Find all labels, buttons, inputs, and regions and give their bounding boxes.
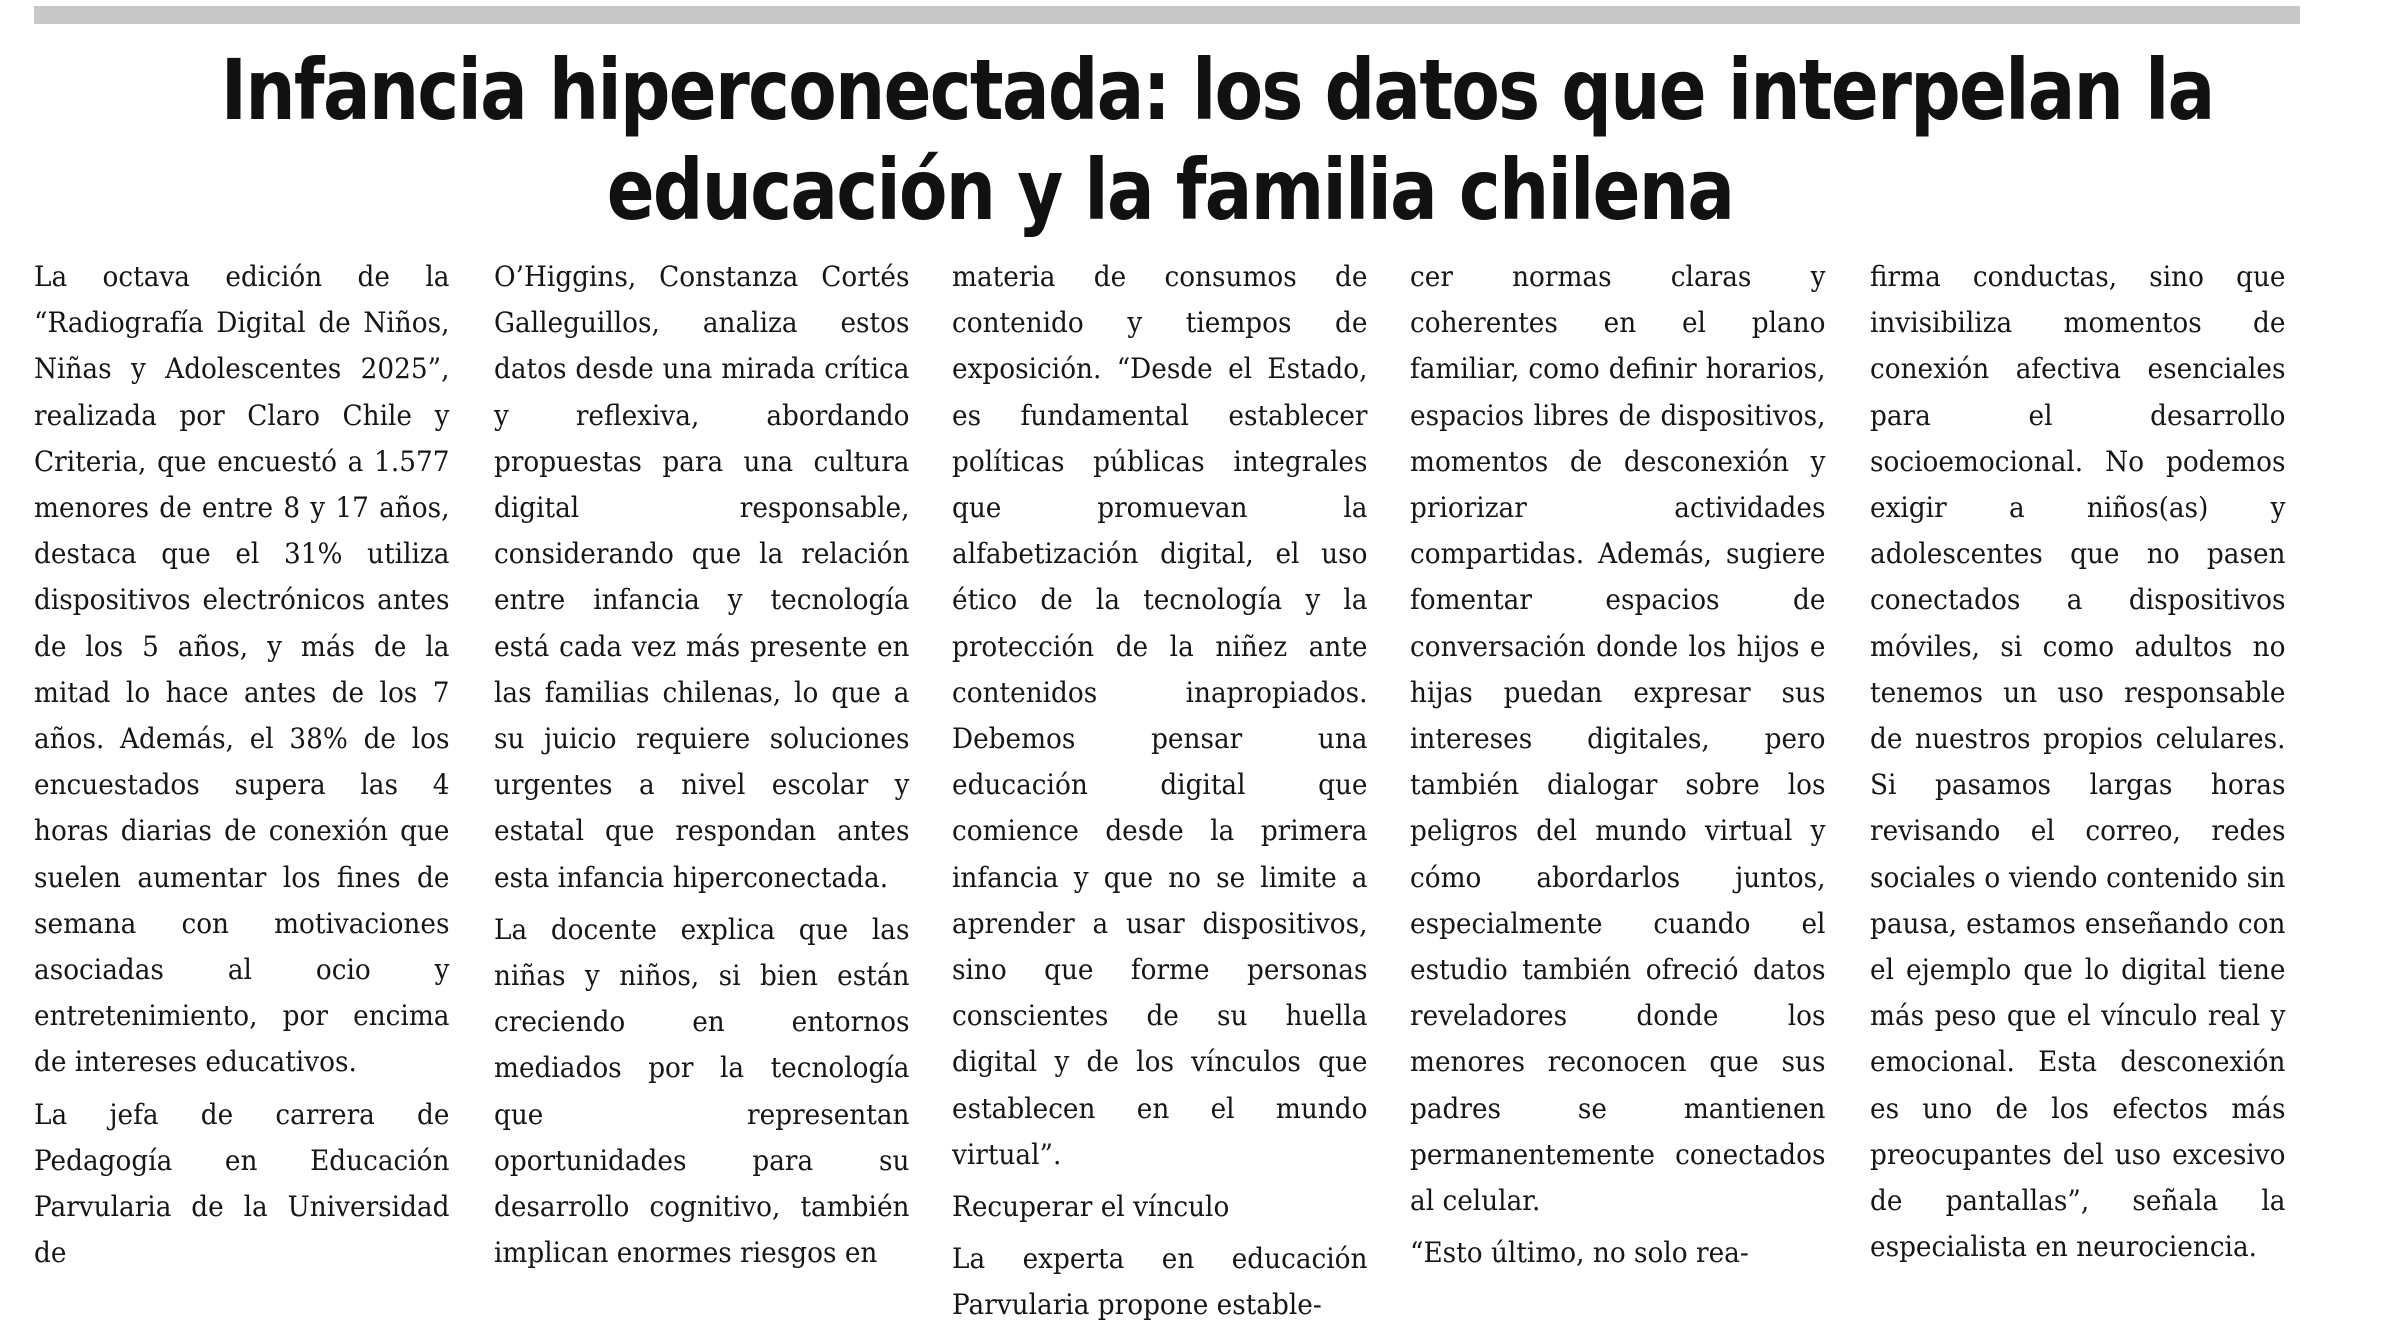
headline [220, 40, 2214, 240]
column-5 [1870, 254, 2285, 1276]
headline-line-1: Infancia hiperconectada: los datos que interpelan la [220, 41, 2214, 139]
paragraph: La jefa de carrera de Pedagogía en Educación Parvularia de la Universidad de [34, 1097, 450, 1270]
paragraph: materia de consumos de contenido y tiempos de exposición. “Desde el Estado, es fundamental establecer políticas públicas integrales que promuevan la alfabetización digital, el uso ético de la tecnología y la protección de la niñez ante contenidos inapropiados. Debemos pensar una educación digital que comience desde la primera infancia y que no se limite a aprender a usar dispositivos, sino que forme personas conscientes de su huella digital y de los vínculos que establecen en el mundo virtual”. [952, 260, 1368, 1171]
paragraph: firma conductas, sino que invisibiliza momentos de conexión afectiva esenciales para el desarrollo socioemocional. No podemos exigir a niños(as) y adolescentes que no pasen conectados a dispositivos móviles, si como adultos no tenemos un uso responsable de nuestros propios celulares. Si pasamos largas horas revisando el correo, redes sociales o viendo contenido sin pausa, estamos enseñando con el ejemplo que lo digital tiene más peso que el vínculo real y emocional. Esta desconexión es uno de los efectos más preocupantes del uso excesivo de pantallas”, señala la especialista en neurociencia. [1870, 260, 2286, 1264]
paragraph: La experta en educación Parvularia propone estable- [952, 1242, 1368, 1322]
paragraph: “Esto último, no solo rea- [1410, 1236, 1749, 1270]
section-subheading: Recuperar el vínculo [952, 1190, 1230, 1224]
paragraph: La docente explica que las niñas y niños, si bien están creciendo en entornos mediados por la tecnología que representan oportunidades para su desarrollo cognitivo, también implican enormes riesgos en [494, 912, 910, 1270]
paragraph: La octava edición de la “Radiografía Digital de Niños, Niñas y Adolescentes 2025”, realizada por Claro Chile y Criteria, que encuestó a 1.577 menores de entre 8 y 17 años, destaca que el 31% utiliza dispositivos electrónicos antes de los 5 años, y más de la mitad lo hace antes de los 7 años. Además, el 38% de los encuestados supera las 4 horas diarias de conexión que suelen aumentar los fines de semana con motivaciones asociadas al ocio y entretenimiento, por encima de intereses educativos. [34, 260, 450, 1079]
article-body [34, 254, 2300, 1322]
top-rule [34, 6, 2300, 24]
paragraph: cer normas claras y coherentes en el plano familiar, como definir horarios, espacios libres de dispositivos, momentos de desconexión y priorizar actividades compartidas. Además, sugiere fomentar espacios de conversación donde los hijos e hijas puedan expresar sus intereses digitales, pero también dialogar sobre los peligros del mundo virtual y cómo abordarlos juntos, especialmente cuando el estudio también ofreció datos reveladores donde los menores reconocen que sus padres se mantienen permanentemente conectados al celular. [1410, 260, 1826, 1218]
column-1 [34, 254, 449, 1282]
column-2 [494, 254, 909, 1282]
headline-line-2: educación y la familia chilena [606, 141, 1734, 239]
column-4 [1410, 254, 1825, 1282]
paragraph: O’Higgins, Constanza Cortés Galleguillos, analiza estos datos desde una mirada crítica y reflexiva, abordando propuestas para una cultura digital responsable, considerando que la relación entre infancia y tecnología está cada vez más presente en las familias chilenas, lo que a su juicio requiere soluciones urgentes a nivel escolar y estatal que respondan antes esta infancia hiperconectada. [494, 260, 910, 894]
column-3 [952, 254, 1367, 1335]
